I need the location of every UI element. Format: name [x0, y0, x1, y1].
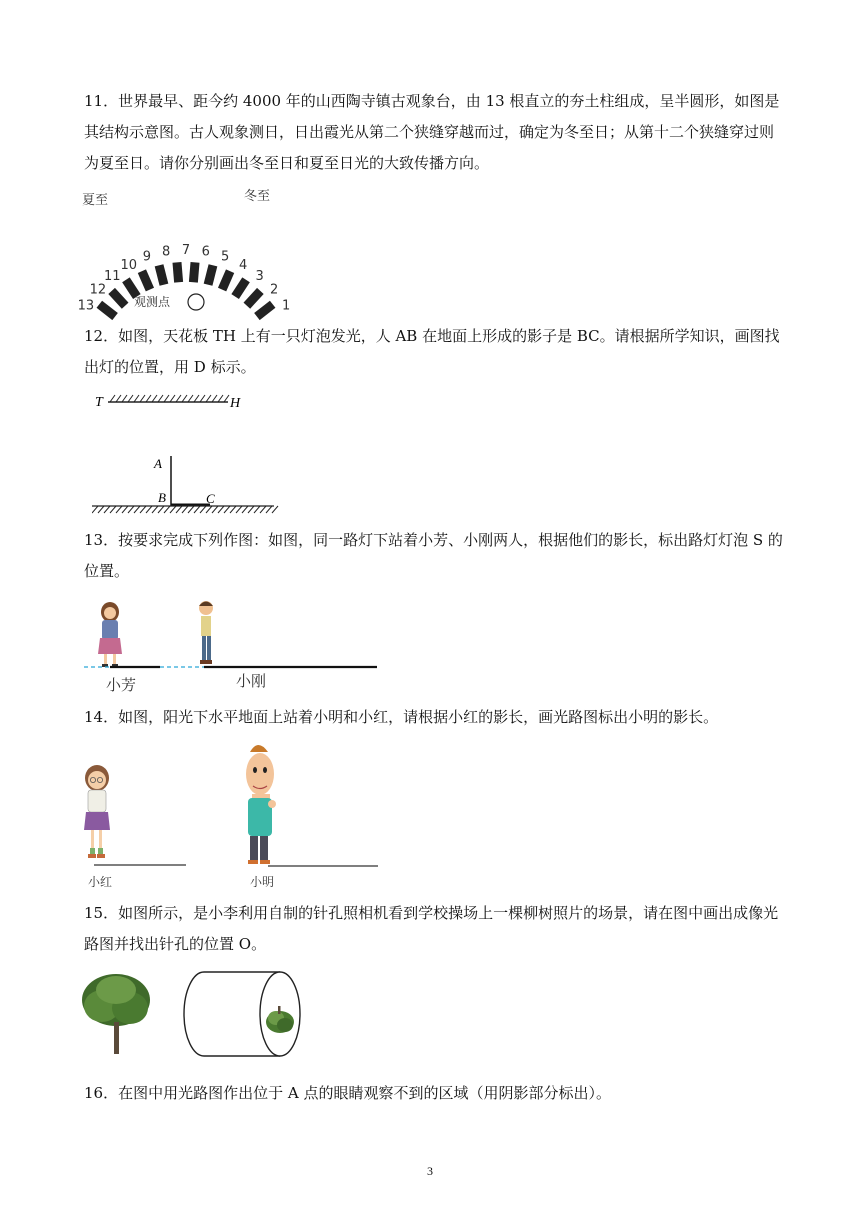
xiaogang-figure: [199, 601, 213, 664]
label-B: B: [158, 490, 166, 505]
observation-point-label: 观测点: [134, 295, 171, 309]
hatch-mark: [122, 506, 128, 513]
hatch-mark: [200, 506, 206, 513]
slit-numbers: [78, 243, 291, 314]
rammed-earth-pillar: [254, 301, 275, 320]
rammed-earth-pillar: [138, 269, 154, 291]
hatch-mark: [242, 506, 248, 513]
hatch-mark: [158, 395, 163, 402]
hatch-mark: [146, 506, 152, 513]
slit-number: 6: [201, 244, 210, 260]
slit-number: 7: [181, 243, 191, 258]
hatch-mark: [188, 395, 193, 402]
hatch-mark: [116, 395, 121, 402]
rammed-earth-pillar: [172, 262, 183, 283]
hatch-mark: [230, 506, 236, 513]
hatch-mark: [194, 506, 200, 513]
xiaogang-label: 小刚: [236, 672, 267, 690]
hatch-mark: [164, 395, 169, 402]
hatch-mark: [266, 506, 272, 513]
slit-number: 9: [142, 249, 152, 265]
rammed-earth-pillar: [155, 264, 169, 286]
hatch-mark: [152, 506, 158, 513]
hatch-mark: [98, 506, 104, 513]
hatch-mark: [122, 395, 127, 402]
hatch-mark: [206, 506, 212, 513]
slit-number: 1: [281, 298, 291, 314]
hatch-mark: [218, 395, 223, 402]
observatory-diagram: [76, 182, 296, 322]
hatch-mark: [128, 506, 134, 513]
hatch-mark: [146, 395, 151, 402]
hatch-mark: [218, 506, 224, 513]
slit-number: 2: [269, 282, 279, 298]
streetlight-diagram: [84, 598, 384, 698]
xiaohong-figure: [84, 765, 110, 858]
dongzhi-label: 冬至: [244, 189, 271, 204]
xiaohong-label: 小红: [88, 875, 113, 889]
hatch-mark: [140, 506, 146, 513]
ceiling-hatch: [110, 395, 229, 402]
hatch-mark: [200, 395, 205, 402]
question-13-text: 13．按要求完成下列作图：如图，同一路灯下站着小芳、小刚两人，根据他们的影长，标出路灯灯泡 S 的位置。: [84, 531, 783, 580]
slit-number: 5: [220, 249, 230, 265]
willow-tree-image: [82, 974, 150, 1054]
hatch-mark: [152, 395, 157, 402]
question-12-text: 12．如图，天花板 TH 上有一只灯泡发光，人 AB 在地面上形成的影子是 BC。请根据所学知识，画图找出灯的位置，用 D 标示。: [84, 327, 780, 376]
hatch-mark: [140, 395, 145, 402]
hatch-mark: [182, 506, 188, 513]
question-16-text: 16．在图中用光路图作出位于 A 点的眼睛观察不到的区域（用阴影部分标出）。: [84, 1084, 611, 1102]
hatch-mark: [206, 395, 211, 402]
hatch-mark: [188, 506, 194, 513]
hatch-mark: [110, 506, 116, 513]
hatch-mark: [194, 395, 199, 402]
hatch-mark: [224, 506, 230, 513]
hatch-mark: [212, 395, 217, 402]
xiaofang-label: 小芳: [106, 676, 137, 694]
slit-number: 11: [104, 268, 121, 284]
rammed-earth-pillar: [189, 262, 200, 283]
hatch-mark: [254, 506, 260, 513]
slit-number: 3: [255, 268, 264, 284]
hatch-mark: [134, 395, 139, 402]
slit-number: 8: [162, 244, 171, 260]
hatch-mark: [110, 395, 115, 402]
label-T: T: [95, 395, 103, 410]
hatch-mark: [272, 506, 278, 513]
rammed-earth-pillar: [108, 288, 128, 309]
xiaoming-figure: [246, 745, 276, 864]
sunlight-shadow-diagram: [82, 738, 382, 890]
question-11-text: 11．世界最早、距今约 4000 年的山西陶寺镇古观象台，由 13 根直立的夯土柱组成，呈半圆形，如图是其结构示意图。古人观象测日，日出霞光从第二个狭缝穿越而过，确定为冬至日；从第十二个狭缝穿过则为夏至日。请你分别画出冬至日和夏至日光的大致传播方向。: [84, 92, 780, 172]
question-15-text: 15．如图所示，是小李利用自制的针孔照相机看到学校操场上一棵柳树照片的场景，请在图中画出成像光路图并找出针孔的位置 O。: [84, 904, 779, 953]
hatch-mark: [128, 395, 133, 402]
lamp-shadow-diagram: [92, 388, 292, 518]
hatch-mark: [176, 506, 182, 513]
hatch-mark: [164, 506, 170, 513]
hatch-mark: [176, 395, 181, 402]
slit-number: 10: [120, 257, 138, 273]
label-C: C: [206, 491, 215, 506]
label-H: H: [230, 396, 241, 411]
ground-hatch: [92, 506, 278, 513]
slit-number: 12: [89, 282, 107, 298]
rammed-earth-pillar: [218, 269, 234, 291]
rammed-earth-pillar: [97, 301, 118, 320]
hatch-mark: [104, 506, 110, 513]
hatch-mark: [236, 506, 242, 513]
hatch-mark: [212, 506, 218, 513]
hatch-mark: [134, 506, 140, 513]
hatch-mark: [170, 395, 175, 402]
hatch-mark: [92, 506, 98, 513]
hatch-mark: [116, 506, 122, 513]
rammed-earth-pillar: [231, 277, 249, 299]
xiaoming-label: 小明: [250, 875, 275, 889]
hatch-mark: [182, 395, 187, 402]
hatch-mark: [158, 506, 164, 513]
hatch-mark: [170, 506, 176, 513]
rammed-earth-pillar: [244, 288, 264, 309]
hatch-mark: [248, 506, 254, 513]
xiazhi-label: 夏至: [82, 193, 109, 208]
slit-number: 4: [239, 257, 248, 273]
hatch-mark: [260, 506, 266, 513]
observation-point-circle: [188, 294, 204, 310]
hatch-mark: [224, 395, 229, 402]
question-14-text: 14．如图，阳光下水平地面上站着小明和小红，请根据小红的影长，画光路图标出小明的影长。: [84, 708, 719, 726]
rammed-earth-pillar: [204, 264, 218, 286]
slit-number: 13: [77, 298, 95, 314]
page-number: 3: [427, 1164, 433, 1178]
label-A: A: [154, 456, 162, 471]
camera-pinhole-end: [184, 972, 204, 1056]
xiaofang-figure: [98, 602, 122, 667]
pinhole-camera-diagram: [80, 968, 310, 1064]
